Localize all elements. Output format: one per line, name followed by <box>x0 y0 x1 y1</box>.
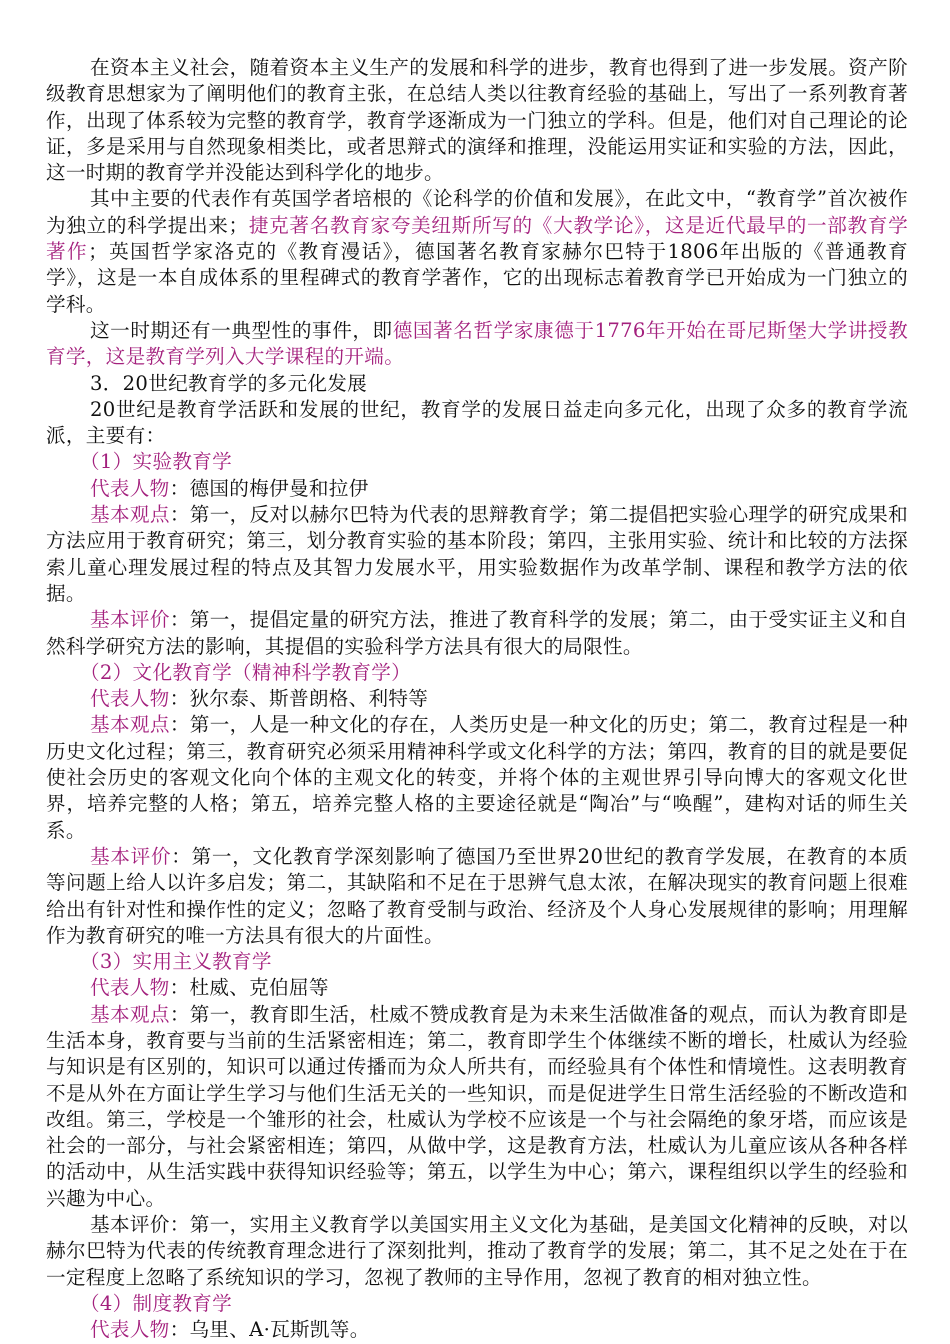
views-experimental <box>46 502 908 607</box>
paragraph-20th-century: 20世纪是教育学活跃和发展的世纪，教育学的发展日益走向多元化，出现了众多的教育学流派，主要有： <box>46 397 908 448</box>
label-representatives: 代表人物 <box>90 976 170 1000</box>
representatives-institutional <box>46 1317 908 1343</box>
views-pragmatism <box>46 1002 908 1212</box>
label-basic-evaluation: 基本评价 <box>90 844 172 868</box>
representatives-text: ：狄尔泰、斯普朗格、利特等 <box>169 687 429 711</box>
paragraph-kant-event <box>46 318 908 371</box>
school-heading-experimental: （1）实验教育学 <box>80 450 233 474</box>
evaluation-pragmatism: 基本评价：第一，实用主义教育学以美国实用主义文化为基础，是美国文化精神的反映，对以赫尔巴特为代表的传统教育理念进行了深刻批判，推动了教育学的发展；第二，其不足之处在于在一定程度上忽略了系统知识的学习，忽视了教师的主导作用，忽视了教育的相对独立性。 <box>46 1213 908 1289</box>
paragraph-representative-works <box>46 186 908 317</box>
paragraph-capitalism-education: 在资本主义社会，随着资本主义生产的发展和科学的进步，教育也得到了进一步发展。资产阶级教育思想家为了阐明他们的教育主张，在总结人类以往教育经验的基础上，写出了一系列教育著作，出现了体系较为完整的教育学，教育学逐渐成为一门独立的学科。但是，他们对自己理论的论证，多是采用与自然现象相类比，或者思辩式的演绎和推理，没能运用实证和实验的方法，因此，这一时期的教育学并没能达到科学化的地步。 <box>46 56 908 185</box>
label-basic-views: 基本观点 <box>90 713 170 737</box>
representatives-text: ：乌里、A·瓦斯凯等。 <box>169 1318 370 1342</box>
views-text: ：第一，教育即生活，杜威不赞成教育是为未来生活做准备的观点，而认为教育即是生活本身，教育要与当前的生活紧密相连；第二，教育即学生个体继续不断的增长，杜威认为经验与知识是有区别的，知识可以通过传播而为众人所共有，而经验具有个体性和情境性。这表明教育不是从外在方面让学生学习与他们生活无关的一些知识，而是促进学生日常生活经验的不断改造和改组。第三，学校是一个雏形的社会，杜威认为学校不应该是一个与社会隔绝的象牙塔，而应该是社会的一部分，与社会紧密相连；第四，从做中学，这是教育方法，杜威认为儿童应该从各种各样的活动中，从生活实践中获得知识经验等；第五，以学生为中心；第六，课程组织以学生的经验和兴趣为中心。 <box>46 1002 908 1210</box>
evaluation-text: ：第一，提倡定量的研究方法，推进了教育科学的发展；第二，由于受实证主义和自然科学研究方法的影响，其提倡的实验科学方法具有很大的局限性。 <box>46 608 908 658</box>
school-heading-institutional: （4）制度教育学 <box>80 1291 233 1315</box>
label-representatives: 代表人物 <box>90 476 170 500</box>
views-text: ：第一，人是一种文化的存在，人类历史是一种文化的历史；第二，教育过程是一种历史文化过程；第三，教育研究必须采用精神科学或文化科学的方法；第四，教育的目的就是要促使社会历史的客观文化向个体的主观文化的转变，并将个体的主观世界引导向博大的客观文化世界，培养完整的人格；第五，培养完整人格的主要途径就是“陶冶”与“唤醒”，建构对话的师生关系。 <box>46 713 908 842</box>
evaluation-text: ：第一，文化教育学深刻影响了德国乃至世界20世纪的教育学发展，在教育的本质等问题上给人以许多启发；第二，其缺陷和不足在于思辨气息太浓，在解决现实的教育问题上很难给出有针对性和操作性的定义；忽略了教育受制与政治、经济及个人身心发展规律的影响；用理解作为教育研究的唯一方法具有很大的片面性。 <box>46 844 908 947</box>
label-representatives: 代表人物 <box>90 687 170 711</box>
evaluation-experimental <box>46 607 908 660</box>
school-heading-pragmatism: （3）实用主义教育学 <box>80 950 272 974</box>
evaluation-cultural <box>46 844 908 949</box>
representatives-text: ：杜威、克伯屈等 <box>169 976 329 1000</box>
views-text: ：第一，反对以赫尔巴特为代表的思辩教育学；第二提倡把实验心理学的研究成果和方法应用于教育研究；第三，划分教育实验的基本阶段；第四，主张用实验、统计和比较的方法探索儿童心理发展过程的特点及其智力发展水平，用实验数据作为改革学制、课程和教学方法的依据。 <box>46 503 908 605</box>
text-locke-herbart: ；英国哲学家洛克的《教育漫话》，德国著名教育家赫尔巴特于1806年出版的《普通教育学》，这是一本自成体系的里程碑式的教育学著作，它的出现标志着教育学已开始成为一门独立的学科。 <box>46 240 908 316</box>
views-cultural <box>46 712 908 843</box>
text-typical-event: 这一时期还有一典型性的事件，即 <box>90 318 393 342</box>
label-basic-views: 基本观点 <box>90 503 170 527</box>
highlight-kant: 德国著名哲学家康德于1776年开始在哥尼斯堡大学讲授教育学，这是教育学列入大学课程的开端。 <box>46 318 909 369</box>
text-bacon: 其中主要的代表作有英国学者培根的《论科学的价值和发展》，在此文中，“教育学”首次被作为独立的科学提出来； <box>46 187 908 237</box>
label-basic-views: 基本观点 <box>90 1002 170 1026</box>
label-representatives: 代表人物 <box>90 1318 170 1342</box>
school-heading-cultural: （2）文化教育学（精神科学教育学） <box>80 660 412 684</box>
section-title: 3．20世纪教育学的多元化发展 <box>90 371 368 395</box>
representatives-text: ：德国的梅伊曼和拉伊 <box>169 476 369 500</box>
document-page <box>46 55 908 1344</box>
representatives-pragmatism <box>46 975 908 1001</box>
label-basic-evaluation: 基本评价 <box>90 608 170 632</box>
highlight-comenius: 捷克著名教育家夸美纽斯所写的《大教学论》，这是近代最早的一部教育学著作 <box>46 213 908 264</box>
representatives-cultural <box>46 686 908 712</box>
representatives-experimental <box>46 476 908 502</box>
